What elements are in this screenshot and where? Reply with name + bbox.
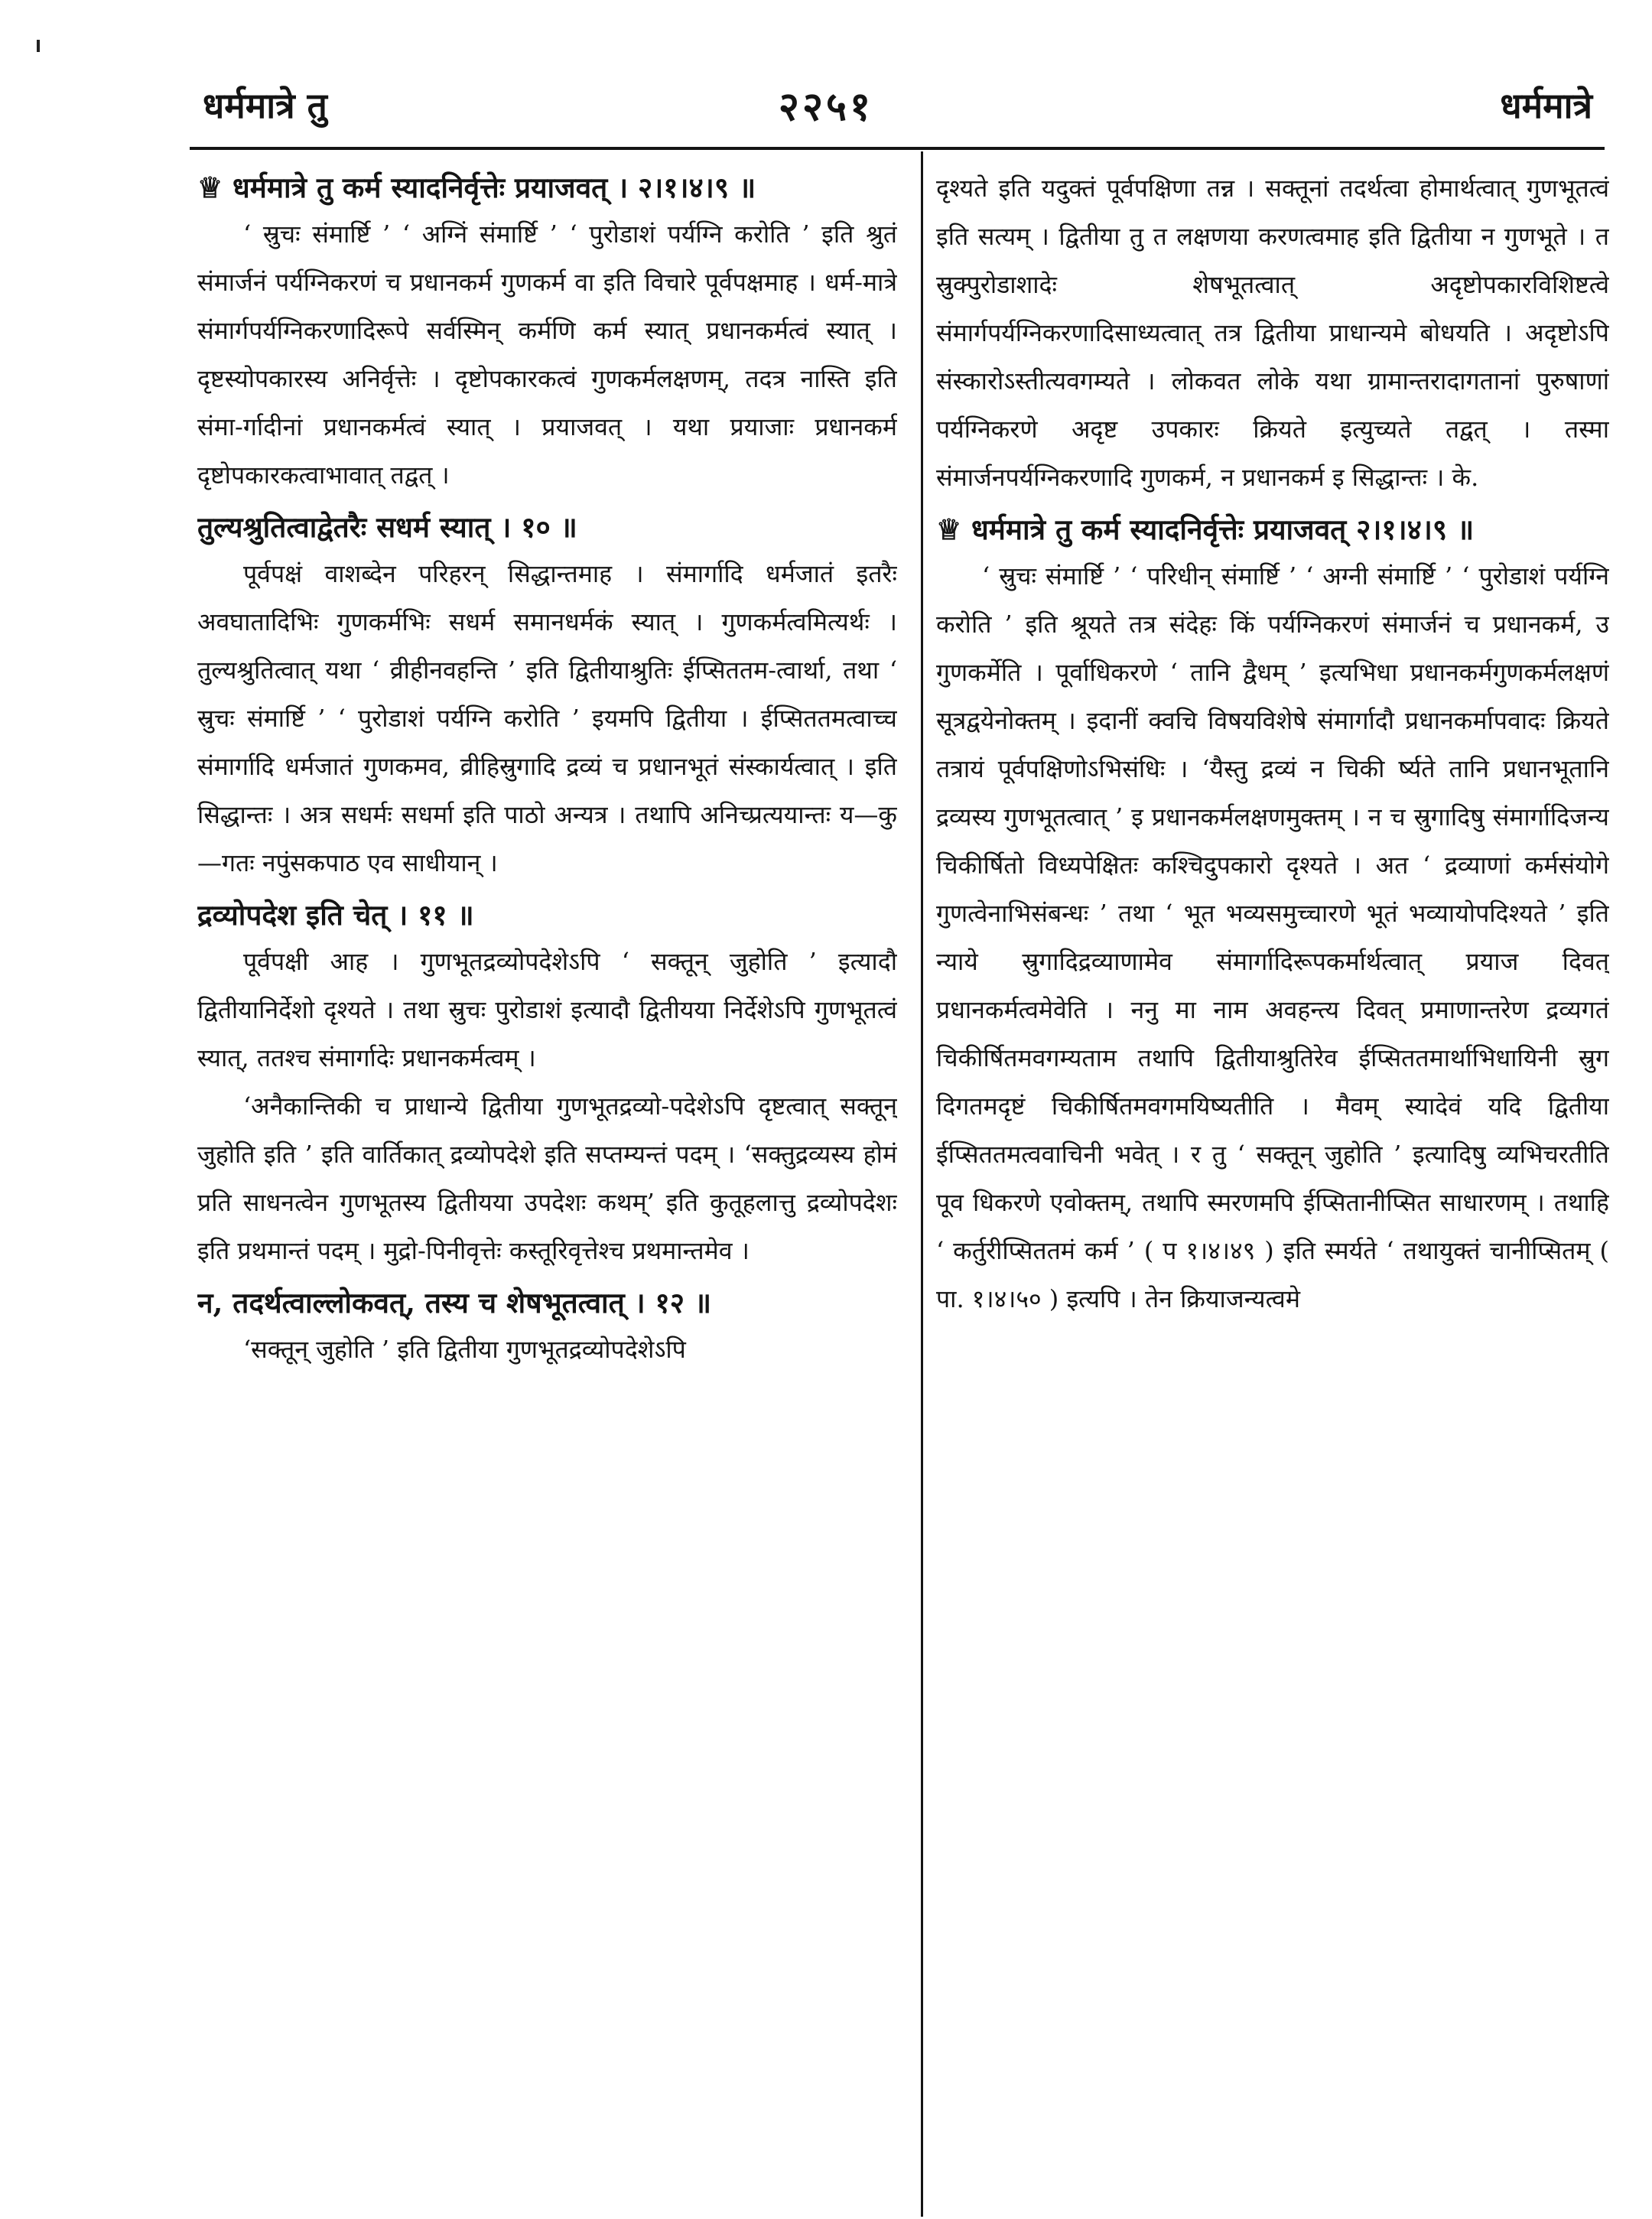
sutra-heading: ♕ धर्ममात्रे तु कर्म स्यादनिर्वृत्तेः प्रयाजवत् २।१।४।९ ॥ bbox=[936, 512, 1475, 546]
commentary-paragraph: ‘सक्तून् जुहोति ’ इति द्वितीया गुणभूतद्रव्योपदेशेऽपि bbox=[243, 1335, 686, 1364]
sutra-heading: ♕ धर्ममात्रे तु कर्म स्यादनिर्वृत्तेः प्रयाजवत् । २।१।४।९ ॥ bbox=[197, 171, 756, 204]
right-column bbox=[936, 164, 1609, 2214]
commentary-paragraph: ‘ स्रुचः संमार्ष्टि ’ ‘ अग्निं संमार्ष्टि ’ ‘ पुरोडाशं पर्यग्नि करोति ’ इति श्रुतं संमार्जनं पर्यग्निकरणं च प्रधानकर्म गुणकर्म वा इति विचारे पूर्वपक्षमाह । धर्म-मात्रे संमार्गपर्यग्निकरणादिरूपे सर्वस्मिन् कर्मणि कर्म स्यात् प्रधानकर्मत्वं स्यात् । दृष्टस्योपकारस्य अनिर्वृत्तेः । दृष्टोपकारकत्वं गुणकर्मलक्षणम्, तदत्र नास्ति इति संमा-र्गादीनां प्रधानकर्मत्वं स्यात् । प्रयाजवत् । यथा प्रयाजाः प्रधानकर्म दृष्टोपकारकत्वाभावात् तद्वत् । bbox=[197, 220, 897, 490]
sutra-heading: तुल्यश्रुतित्वाद्वेतरैः सधर्म स्यात् । १० ॥ bbox=[197, 510, 577, 544]
sutra-heading: द्रव्योपदेश इति चेत् । ११ ॥ bbox=[197, 898, 474, 932]
left-column bbox=[197, 164, 897, 2214]
page-number: २२५१ bbox=[778, 83, 874, 130]
header-right-word: धर्ममात्रे bbox=[1500, 85, 1592, 126]
column-divider bbox=[921, 151, 923, 2217]
commentary-paragraph: ‘अनैकान्तिकी च प्राधान्ये द्वितीया गुणभूतद्रव्यो-पदेशेऽपि दृष्टत्वात् सक्तून् जुहोति इति ’ इति वार्तिकात् द्रव्योपदेशे इति सप्तम्यन्तं पदम् । ‘सक्तुद्रव्यस्य होमं प्रति साधनत्वेन गुणभूतस्य द्वितीयया उपदेशः कथम्’ इति कुतूहलात्तु द्रव्योपदेशः इति प्रथमान्तं पदम् । मुद्रो-पिनीवृत्तेः कस्तूरिवृत्तेश्च प्रथमान्तमेव । bbox=[197, 1092, 897, 1265]
commentary-paragraph: पूर्वपक्षं वाशब्देन परिहरन् सिद्धान्तमाह । संमार्गादि धर्मजातं इतरैः अवघातादिभिः गुणकर्मभिः सधर्म समानधर्मकं स्यात् । गुणकर्मत्वमित्यर्थः । तुल्यश्रुतित्वात् यथा ‘ व्रीहीनवहन्ति ’ इति द्वितीयाश्रुतिः ईप्सिततम-त्वार्था, तथा ‘ स्रुचः संमार्ष्टि ’ ‘ पुरोडाशं पर्यग्नि करोति ’ इयमपि द्वितीया । ईप्सिततमत्वाच्च संमार्गादि धर्मजातं गुणकमव, व्रीहिस्रुगादि द्रव्यं च प्रधानभूतं संस्कार्यत्वात् । इति सिद्धान्तः । अत्र सधर्मः सधर्मा इति पाठो अन्यत्र । तथापि अनिच्प्रत्ययान्तः य—कु—गतः नपुंसकपाठ एव साधीयान् । bbox=[197, 559, 897, 877]
sutra-heading: न, तदर्थत्वाल्लोकवत्, तस्य च शेषभूतत्वात् । १२ ॥ bbox=[197, 1286, 712, 1319]
header-left-word: धर्ममात्रे तु bbox=[203, 85, 327, 126]
running-header bbox=[0, 70, 1652, 139]
header-rule bbox=[190, 147, 1605, 150]
commentary-paragraph: पूर्वपक्षी आह । गुणभूतद्रव्योपदेशेऽपि ‘ सक्तून् जुहोति ’ इत्यादौ द्वितीयानिर्देशो दृश्यते । तथा स्रुचः पुरोडाशं इत्यादौ द्वितीयया निर्देशेऽपि गुणभूतत्वं स्यात्, ततश्च संमार्गादेः प्रधानकर्मत्वम् । bbox=[197, 947, 897, 1072]
commentary-paragraph: दृश्यते इति यदुक्तं पूर्वपक्षिणा तन्न । सक्तूनां तदर्थत्वा होमार्थत्वात् गुणभूतत्वं इति सत्यम् । द्वितीया तु त लक्षणया करणत्वमाह इति द्वितीया न गुणभूते । त स्रुक्पुरोडाशादेः शेषभूतत्वात् अदृष्टोपकारविशिष्टत्वे संमार्गपर्यग्निकरणादिसाध्यत्वात् तत्र द्वितीया प्राधान्यमे बोधयति । अदृष्टोऽपि संस्कारोऽस्तीत्यवगम्यते । लोकवत लोके यथा ग्रामान्तरादागतानां पुरुषाणां पर्यग्निकरणे अदृष्ट उपकारः क्रियते इत्युच्यते तद्वत् । तस्मा संमार्जनपर्यग्निकरणादि गुणकर्म, न प्रधानकर्म इ सिद्धान्तः । के. bbox=[936, 174, 1609, 492]
scan-mark bbox=[37, 40, 40, 52]
commentary-paragraph: ‘ स्रुचः संमार्ष्टि ’ ‘ परिधीन् संमार्ष्टि ’ ‘ अग्नी संमार्ष्टि ’ ‘ पुरोडाशं पर्यग्नि करोति ’ इति श्रूयते तत्र संदेहः किं पर्यग्निकरणं संमार्जनं च प्रधानकर्म, उ गुणकर्मेति । पूर्वाधिकरणे ‘ तानि द्वैधम् ’ इत्यभिधा प्रधानकर्मगुणकर्मलक्षणं सूत्रद्वयेनोक्तम् । इदानीं क्वचि विषयविशेषे संमार्गादौ प्रधानकर्मापवादः क्रियते तत्रायं पूर्वपक्षिणोऽभिसंधिः । ‘यैस्तु द्रव्यं न चिकी र्ष्यते तानि प्रधानभूतानि द्रव्यस्य गुणभूतत्वात् ’ इ प्रधानकर्मलक्षणमुक्तम् । न च स्रुगादिषु संमार्गादिजन्य चिकीर्षितो विध्यपेक्षितः कश्चिदुपकारो दृश्यते । अत ‘ द्रव्याणां कर्मसंयोगे गुणत्वेनाभिसंबन्धः ’ तथा ‘ भूत भव्यसमुच्चारणे भूतं भव्यायोपदिश्यते ’ इति न्याये स्रुगादिद्रव्याणामेव संमार्गादिरूपकर्मार्थत्वात् प्रयाज दिवत् प्रधानकर्मत्वमेवेति । ननु मा नाम अवहन्त्य दिवत् प्रमाणान्तरेण द्रव्यगतं चिकीर्षितमवगम्यताम तथापि द्वितीयाश्रुतिरेव ईप्सिततमार्थाभिधायिनी स्रुग दिगतमदृष्टं चिकीर्षितमवगमयिष्यतीति । मैवम् स्यादेवं यदि द्वितीया ईप्सिततमत्ववाचिनी भवेत् । र तु ‘ सक्तून् जुहोति ’ इत्यादिषु व्यभिचरतीति पूव धिकरणे एवोक्तम्, तथापि स्मरणमपि ईप्सितानीप्सित साधारणम् । तथाहि ‘ कर्तुरीप्सिततमं कर्म ’ ( प १।४।४९ ) इति स्मर्यते ‘ तथायुक्तं चानीप्सितम् ( पा. १।४।५० ) इत्यपि । तेन क्रियाजन्यत्वमे bbox=[936, 561, 1609, 1313]
